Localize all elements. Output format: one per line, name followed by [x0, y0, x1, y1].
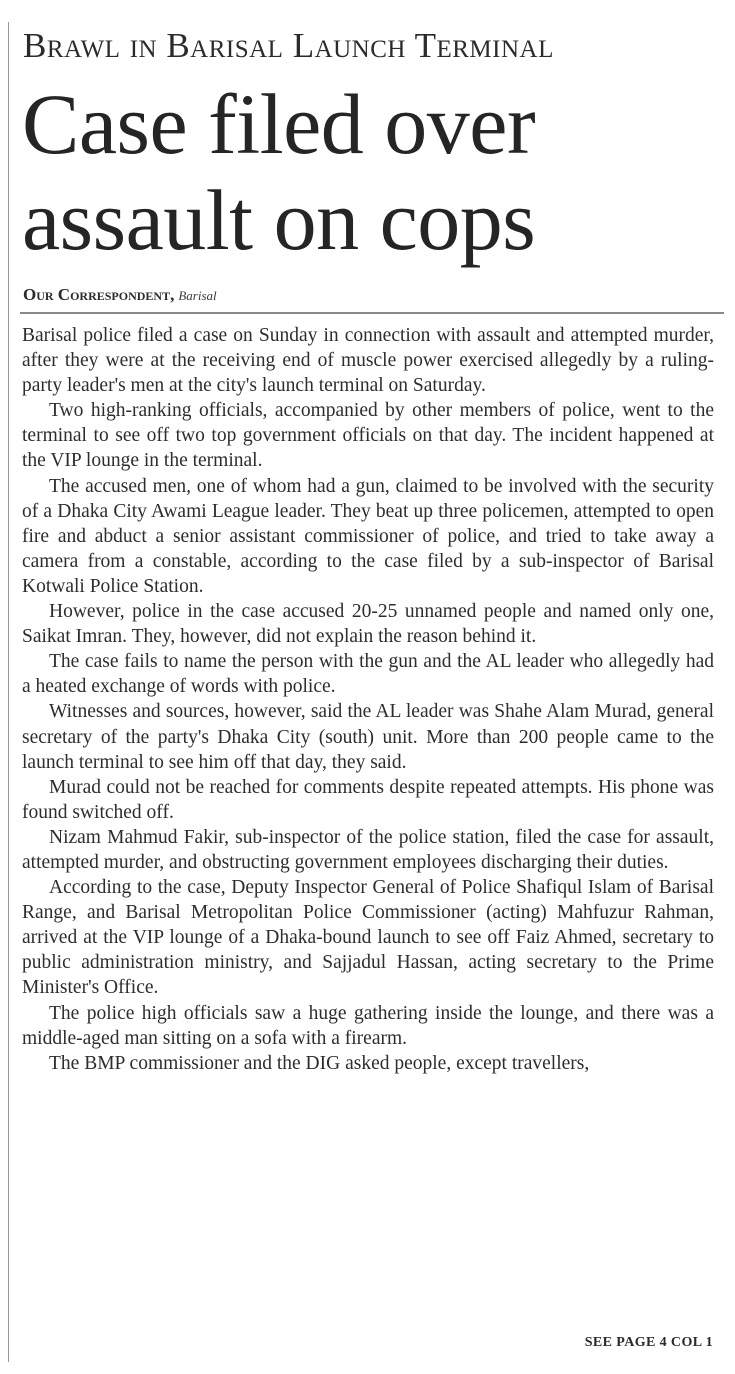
paragraph: The case fails to name the person with the gun and the AL leader who allegedly had a heated exchange of words with police.	[22, 651, 714, 698]
main-headline: Case filed over assault on cops	[22, 76, 536, 268]
paragraph: According to the case, Deputy Inspector General of Police Shafiqul Islam of Barisal Range, and Barisal Metropolitan Police Commissioner (acting) Mahfuzur Rahman, arrived at the VIP lounge of a Dhaka-bound launch to see off Faiz Ahmed, secretary to public administration ministry, and Sajjadul Hassan, acting secretary to the Prime Minister's Office.	[22, 877, 714, 999]
kicker-headline: Brawl in Barisal Launch Terminal	[23, 26, 554, 65]
paragraph: The accused men, one of whom had a gun, claimed to be involved with the security of a Dhaka City Awami League leader. They beat up three policemen, attempted to open fire and abduct a senior assistant commissioner of police, and tried to take away a camera from a constable, according to the case filed by a sub-inspector of Barisal Kotwali Police Station.	[22, 475, 714, 597]
paragraph: Two high-ranking officials, accompanied by other members of police, went to the terminal to see off two top government officials on that day. The incident happened at the VIP lounge in the terminal.	[22, 400, 714, 472]
byline-divider	[20, 312, 724, 314]
paragraph: However, police in the case accused 20-25 unnamed people and named only one, Saikat Imran. They, however, did not explain the reason behind it.	[22, 601, 714, 648]
column-rule	[8, 22, 9, 1362]
paragraph: Murad could not be reached for comments despite repeated attempts. His phone was found switched off.	[22, 776, 714, 823]
byline-author: Our Correspondent,	[23, 285, 175, 304]
paragraph: Witnesses and sources, however, said the AL leader was Shahe Alam Murad, general secretary of the party's Dhaka City (south) unit. More than 200 people came to the launch terminal to see him off that day, they said.	[22, 701, 714, 773]
paragraph: Nizam Mahmud Fakir, sub-inspector of the police station, filed the case for assault, attempted murder, and obstructing government employees discharging their duties.	[22, 826, 714, 873]
article-body	[22, 323, 714, 1076]
byline	[23, 284, 723, 307]
paragraph: Barisal police filed a case on Sunday in connection with assault and attempted murder, after they were at the receiving end of muscle power exercised allegedly by a ruling-party leader's men at the city's launch terminal on Saturday.	[22, 325, 714, 397]
paragraph: The police high officials saw a huge gathering inside the lounge, and there was a middle-aged man sitting on a sofa with a firearm.	[22, 1002, 714, 1049]
byline-location: Barisal	[178, 288, 217, 303]
continuation-jump: SEE PAGE 4 COL 1	[584, 1335, 713, 1350]
paragraph: The BMP commissioner and the DIG asked people, except travellers,	[49, 1052, 590, 1074]
